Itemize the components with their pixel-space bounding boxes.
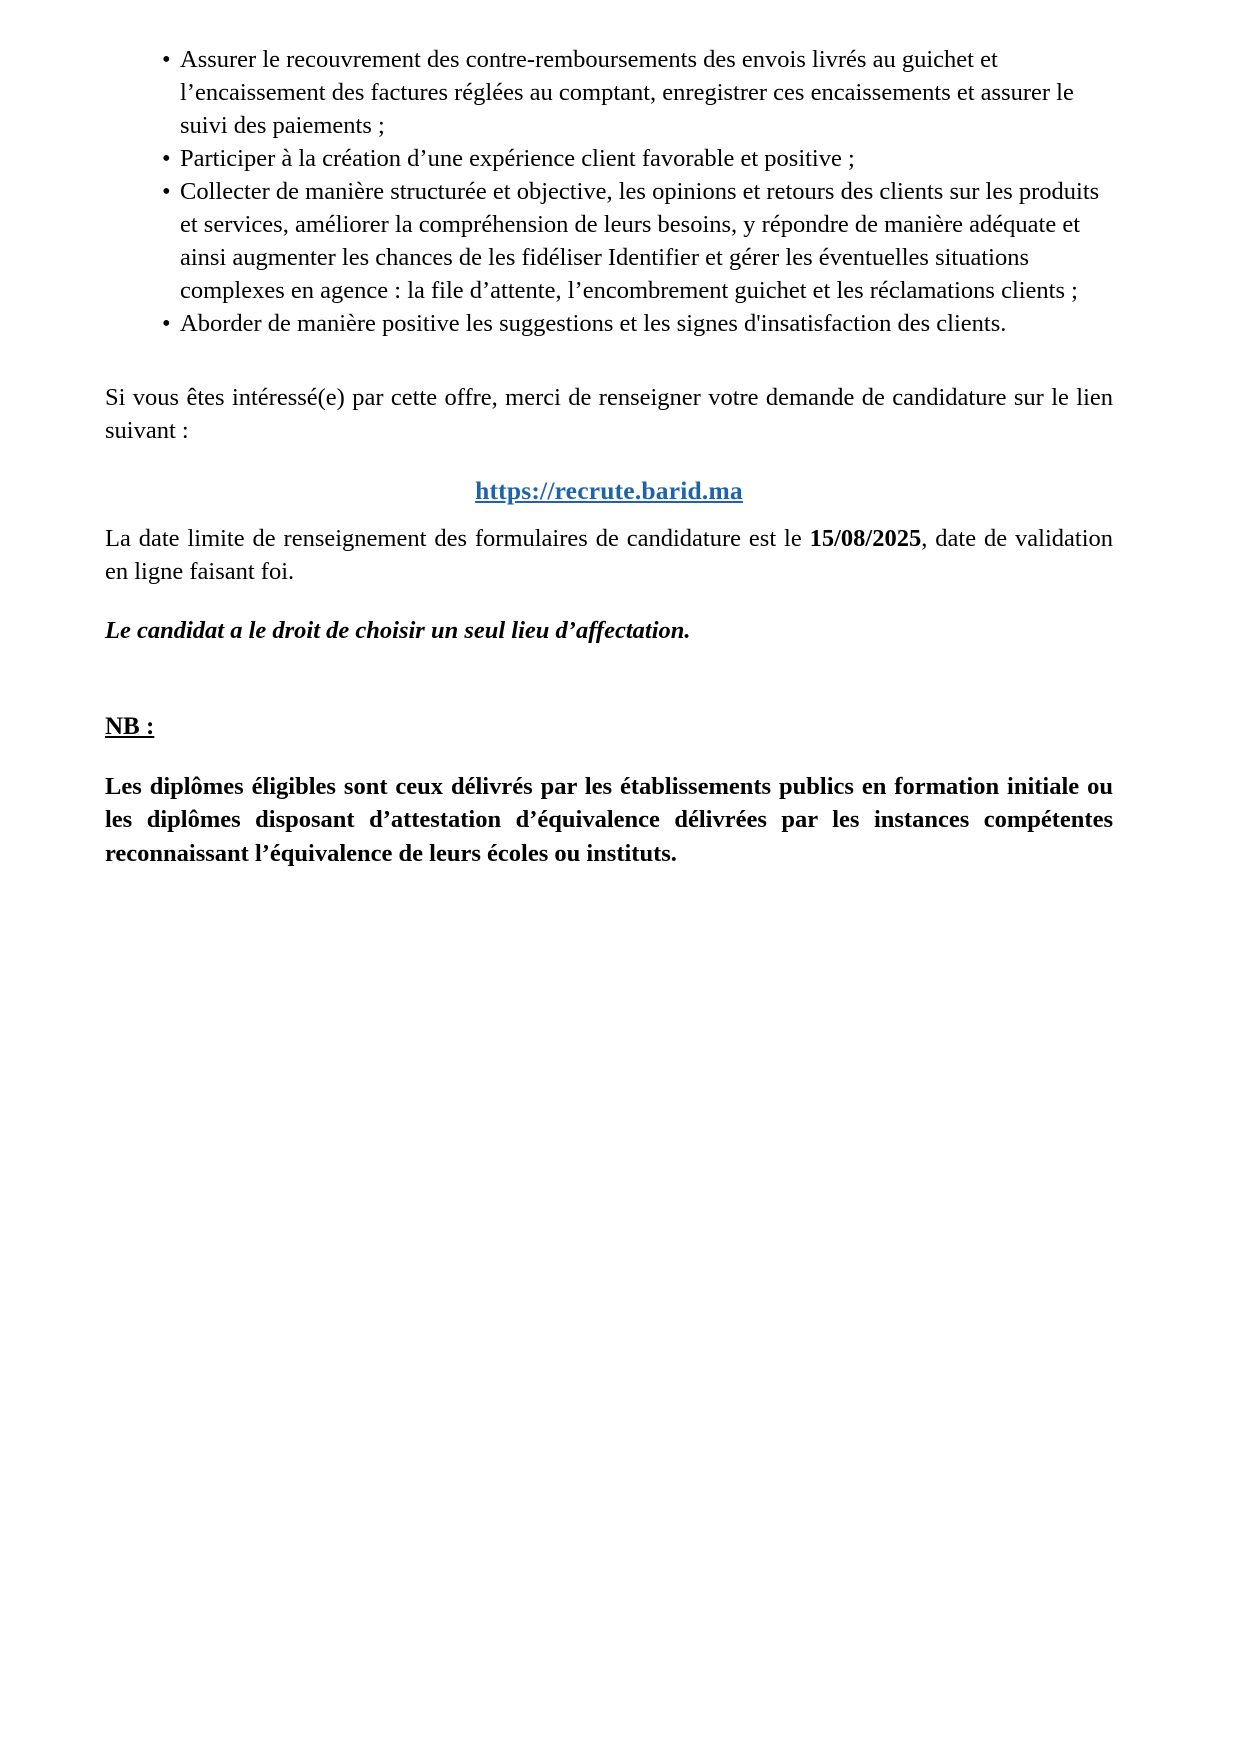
application-link-line <box>105 474 1113 509</box>
list-item <box>105 176 1113 308</box>
bullet-icon: • <box>162 144 171 172</box>
spacer <box>105 509 1113 523</box>
deadline-prefix: La date limite de renseignement des formulaires de candidature est le <box>105 525 810 553</box>
spacer <box>105 744 1113 770</box>
list-item <box>105 308 1113 341</box>
document-body <box>105 44 1113 870</box>
task-bullet-list <box>105 44 1113 340</box>
deadline-suffix: , date de validation en ligne faisant foi. <box>105 525 1113 586</box>
spacer <box>105 340 1113 382</box>
nb-body-paragraph: Les diplômes éligibles sont ceux délivrés par les établissements publics en formation initiale ou les diplômes disposant d’attestation d’équivalence délivrées par les instances compétentes reconnaissant l’équivalence de leurs écoles ou instituts. <box>105 772 1113 867</box>
list-item-text: Collecter de manière structurée et objective, les opinions et retours des clients sur les produits et services, améliorer la compréhension de leurs besoins, y répondre de manière adéquate et ainsi augmenter les chances de les fidéliser Identifier et gérer les éventuelles situations complexes en agence : la file d’attente, l’encombrement guichet et les réclamations clients ; <box>180 177 1100 304</box>
assignment-notice: Le candidat a le droit de choisir un seul lieu d’affectation. <box>105 617 691 645</box>
application-link[interactable]: https://recrute.barid.ma <box>475 476 743 506</box>
bullet-icon: • <box>162 177 171 205</box>
application-intro-paragraph: Si vous êtes intéressé(e) par cette offre, merci de renseigner votre demande de candidature sur le lien suivant : <box>105 384 1113 445</box>
spacer <box>105 589 1113 615</box>
deadline-paragraph <box>105 523 1113 589</box>
spacer <box>105 448 1113 474</box>
deadline-date: 15/08/2025 <box>809 525 922 553</box>
spacer <box>105 648 1113 710</box>
list-item-text: Assurer le recouvrement des contre-remboursements des envois livrés au guichet et l’encaissement des factures réglées au comptant, enregistrer ces encaissements et assurer le suivi des paiements ; <box>180 46 1074 139</box>
bullet-icon: • <box>162 46 171 73</box>
nb-heading: NB : <box>105 713 155 741</box>
list-item <box>105 44 1113 143</box>
list-item <box>105 143 1113 176</box>
list-item-text: Participer à la création d’une expérience client favorable et positive ; <box>180 144 855 172</box>
bullet-icon: • <box>162 309 171 337</box>
list-item-text: Aborder de manière positive les suggestions et les signes d'insatisfaction des clients. <box>180 309 1007 337</box>
